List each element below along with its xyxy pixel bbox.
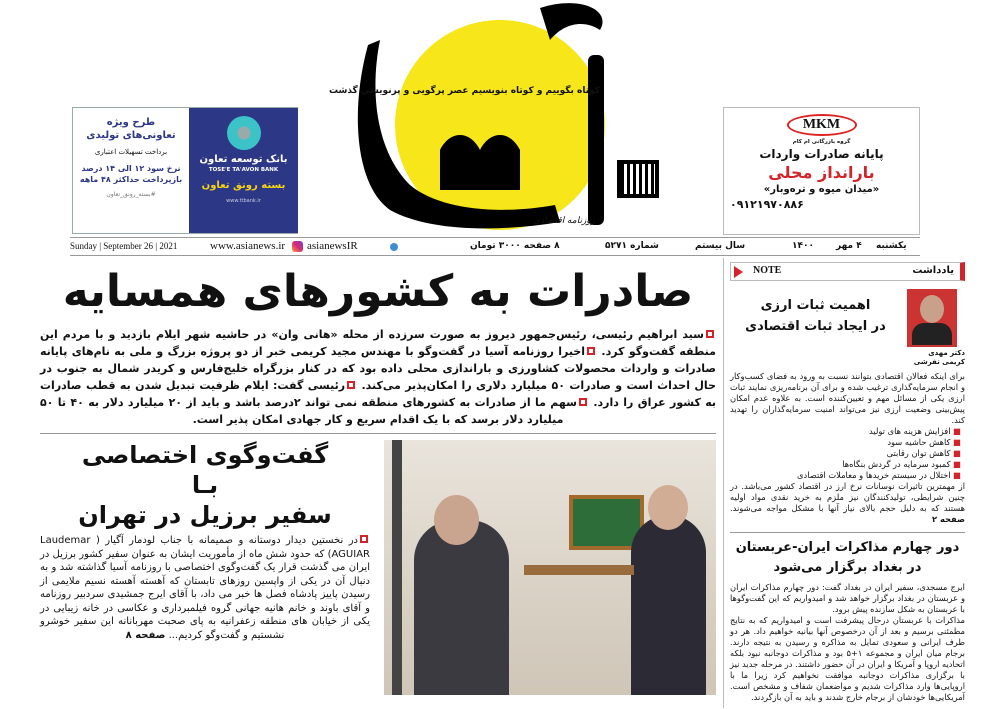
info-strip — [70, 237, 920, 256]
note-body — [730, 371, 965, 525]
bank-logo-icon — [227, 116, 261, 150]
ad-title: طرح ویژه — [106, 117, 156, 128]
note-label-fa: یادداشت — [912, 265, 954, 276]
bullet-icon — [706, 330, 714, 338]
year-number: ۱۴۰۰ — [792, 241, 814, 251]
person-right — [631, 515, 706, 695]
ad-term: بازپرداخت حداکثر ۴۸ ماهه — [79, 175, 183, 184]
article2-headline[interactable] — [730, 538, 965, 578]
article2-title-line: در بغداد برگزار می‌شود — [773, 560, 922, 575]
person-left — [414, 520, 509, 695]
note-title-line: در ایجاد ثبات اقتصادی — [745, 319, 886, 334]
author-photo — [907, 289, 957, 347]
qr-code-icon[interactable] — [617, 160, 659, 198]
lead-item: سهم ما از صادرات به کشورهای منطقه نمی تواند ۲درصد باشد و باید از ۲۰ میلیارد دلار به ۴۰ تا ۵۰ میلیارد دلار برسد که با یک اقدام سریع و کار جهادی امکان پذیر است. — [40, 396, 577, 426]
ad-title2: تعاونی‌های تولیدی — [86, 130, 176, 141]
ad-phone[interactable]: ۰۹۱۲۱۹۷۰۸۸۶ — [730, 198, 804, 211]
bullet-icon — [347, 381, 355, 389]
instagram-handle[interactable]: asianewsIR — [307, 240, 358, 252]
interview-section — [40, 440, 716, 695]
issue-number: شماره ۵۲۷۱ — [605, 241, 659, 251]
ad-rate: نرخ سود ۱۲ الی ۱۴ درصد — [81, 164, 181, 173]
newspaper-logo — [350, 0, 620, 232]
interview-text: در نخستین دیدار دوستانه و صمیمانه با جناب لودمار آگیار ( Laudemar AGUIAR) که حدود شش ماه از مأموریت ایشان به عنوان سفیر کشور برزیل در ایران می گذشت قرار یک گفت‌وگوی اختصاصی با روزنامه آسیا گذاشته شد و به دنبال آن در یکی از واپسین روزهای تابستان که آهسته آهسته نسیم ملایمی از رسیدن پاییز پادشاه فصل ها خبر می داد، با آقای ایرج جمشیدی سردبیر روزنامه و آقای باوند و خانم هانیه جهانی گروه فیلمبرداری و عکاسی در خانه زیبایی در یکی از خیابان های منطقه زعفرانیه به پای صحبت مهربانانه این سفیر خوشرو نشستیم و گفت‌وگو کردیم... — [40, 535, 370, 641]
divider — [40, 433, 716, 434]
subtitle: روزنامه اقتصادی — [533, 216, 595, 226]
ad-line1: پایانه صادرات واردات — [759, 147, 884, 161]
note-bullet: ■ کاهش توان رقابتی — [730, 448, 961, 459]
article2-paragraph: مذاکرات با عربستان درحال پیشرفت است و امیدواریم که به نتایج مطمئنی برسیم و بعد از آن درخصوص آنها بیانیه خواهیم داد. هر دو طرف ایرانی و سعودی تمایل به مذاکره و رسیدن به نتیجه دارند. برجام میان ایران و مجموعه ۱+۵ بود و مذاکرات دوجانبه نبود بلکه اتحادیه اروپا و آمریکا و ایران در آن حضور داشتند. در مرحله جدید نیز با برگزاری مذاکرات دوجانبه موافقت نخواهیم کرد زیرا ما با اروپایی‌ها وارد مذاکرات شدیم و مواضعمان شفاف و مشخص است. آمریکایی‌ها خودشان از برجام خارج شدند و باید به آن بازگردند. — [730, 615, 965, 702]
bank-slogan: بسته رونق تعاون — [201, 180, 286, 191]
lead-item: سید ابراهیم رئیسی، رئیس‌جمهور دیروز به صورت سرزده از محله «هانی وان» در حاشیه شهر ایلام بازدید و با مردم این منطقه گفت‌وگو کرد. — [40, 328, 716, 358]
bank-name: بانک توسعه تعاون — [199, 154, 288, 165]
arrow-icon — [734, 266, 743, 278]
person-left-head — [434, 495, 479, 545]
tagline: کوتاه بگوییم و کوتاه بنویسیم عصر پرگویی و پرنویسی گذشت — [328, 86, 600, 96]
price: ۸ صفحه ۳۰۰۰ تومان — [470, 241, 560, 251]
interview-body — [40, 534, 370, 642]
article2-title-line: دور چهارم مذاکرات ایران-عربستان — [735, 540, 960, 555]
note-outro: از مهمترین تاثیرات نوسانات نرخ ارز در اقتصاد کشور می‌باشد. در چنین شرایطی، تولیدکنندگان نیز ملزم به خرید نقدی مواد اولیه هستند که به دلیل حجم بالای نیاز آنها با مشکل مواجه می‌شوند. — [730, 481, 965, 513]
ad-line2: بارانداز محلی — [768, 163, 875, 182]
interview-photo — [384, 440, 716, 695]
website-link[interactable]: www.asianews.ir — [210, 240, 286, 252]
right-column — [730, 262, 965, 703]
interview-headline[interactable] — [40, 440, 370, 530]
page-reference[interactable]: صفحه ۲ — [932, 514, 965, 524]
note-label-en: NOTE — [753, 265, 782, 276]
instagram-icon[interactable] — [292, 241, 303, 252]
author-block — [907, 289, 965, 367]
note-head — [730, 289, 965, 367]
lead-paragraph — [40, 326, 716, 428]
date-fa: ۴ مهر — [836, 241, 862, 251]
lead-item: رئیسی گفت: ایلام ظرفیت تبدیل شدن به قطب صادرات به کشور عراق را دارد. — [40, 379, 717, 409]
main-column — [40, 262, 716, 695]
article2-paragraph: ایرج مسجدی، سفیر ایران در بغداد گفت: دور چهارم مذاکرات ایران و عربستان در بغداد برگزار خواهد شد و امیدواریم که این گفت‌وگوها با عربستان به شکل سازنده پیش برود. — [730, 582, 965, 614]
note-title-line: اهمیت ثبات ارزی — [760, 298, 871, 313]
note-bullet: ■ اختلال در سیستم خریدها و معاملات اقتصادی — [730, 470, 961, 481]
bullet-icon — [579, 398, 587, 406]
mkm-logo: MKM — [787, 114, 857, 136]
interview-article — [40, 440, 370, 642]
main-headline[interactable]: صادرات به کشورهای همسایه — [62, 266, 694, 317]
bank-advertisement[interactable] — [72, 107, 298, 234]
logo-stroke — [588, 55, 604, 225]
note-section-header — [730, 262, 965, 281]
interview-title-line: گفت‌وگوی اختصاصی — [81, 441, 329, 469]
author-name: دکتر مهدی کریمی تفرشی — [913, 349, 965, 366]
column-divider — [723, 258, 724, 708]
weekday: یکشنبه — [876, 241, 907, 251]
bullet-icon — [587, 347, 595, 355]
person-right-head — [648, 485, 688, 530]
ad-line3: «میدان میوه و تره‌وبار» — [763, 184, 880, 195]
note-bullet: ■ کاهش حاشیه سود — [730, 437, 961, 448]
divider — [730, 532, 965, 533]
article2-body — [730, 582, 965, 703]
interview-title-line: بـا — [191, 471, 219, 499]
ad-group: گروه بازرگانی ام کام — [792, 139, 851, 145]
page-reference[interactable]: صفحه ۸ — [125, 629, 166, 641]
bank-name-en: TOSE'E TA'AVON BANK — [208, 167, 279, 173]
door-frame — [392, 440, 402, 695]
note-intro: برای اینکه فعالان اقتصادی بتوانند نسبت به ورود به فضای کسب‌وکار و انجام سرمایه‌گذاری ترغیب شده و برای آن برنامه‌ریزی نمایند ثبات ارزی یکی از مسائل مهم و تعیین‌کننده است. به علاوه عدم امکان پیش‌بینی وضعیت ارزی نیز می‌تواند امنیت سرمایه‌گذاران را تهدید کند. — [730, 371, 965, 425]
note-bullet: ■ افزایش هزینه های تولید — [730, 426, 961, 437]
ad-line: برداخت تسهیلات اعتباری — [94, 148, 168, 156]
mkm-advertisement[interactable] — [723, 107, 920, 235]
note-bullet: ■ کمبود سرمایه در گردش بنگاه‌ها — [730, 459, 961, 470]
interview-title-line: سفیر برزیل در تهران — [78, 501, 332, 529]
telegram-icon[interactable] — [390, 243, 398, 251]
lead-item: اخیرا روزنامه آسیا در گفت‌وگو با مهندس مجید کریمی خبر از دو پروژه بزرگ و ملی به نام‌های پایانه صادرات و واردات محصولات کشاورزی و باراندازی محلی داده بود که در کنار بزرگراه خلیج‌فارس و کریدر شمال به جنوب در حال احداث است و صادرات ۵۰ میلیارد دلاری را امکان‌پذیر می‌کند. — [40, 345, 716, 392]
bank-url: www.ttbank.ir — [226, 198, 261, 204]
ad-hashtag: #بسته_رونق_تعاون — [106, 191, 156, 198]
date-en: Sunday | September 26 | 2021 — [70, 241, 178, 251]
bullet-icon — [360, 535, 368, 543]
logo-stroke — [540, 3, 603, 40]
year-volume: سال بیستم — [695, 241, 746, 251]
table — [524, 565, 634, 575]
